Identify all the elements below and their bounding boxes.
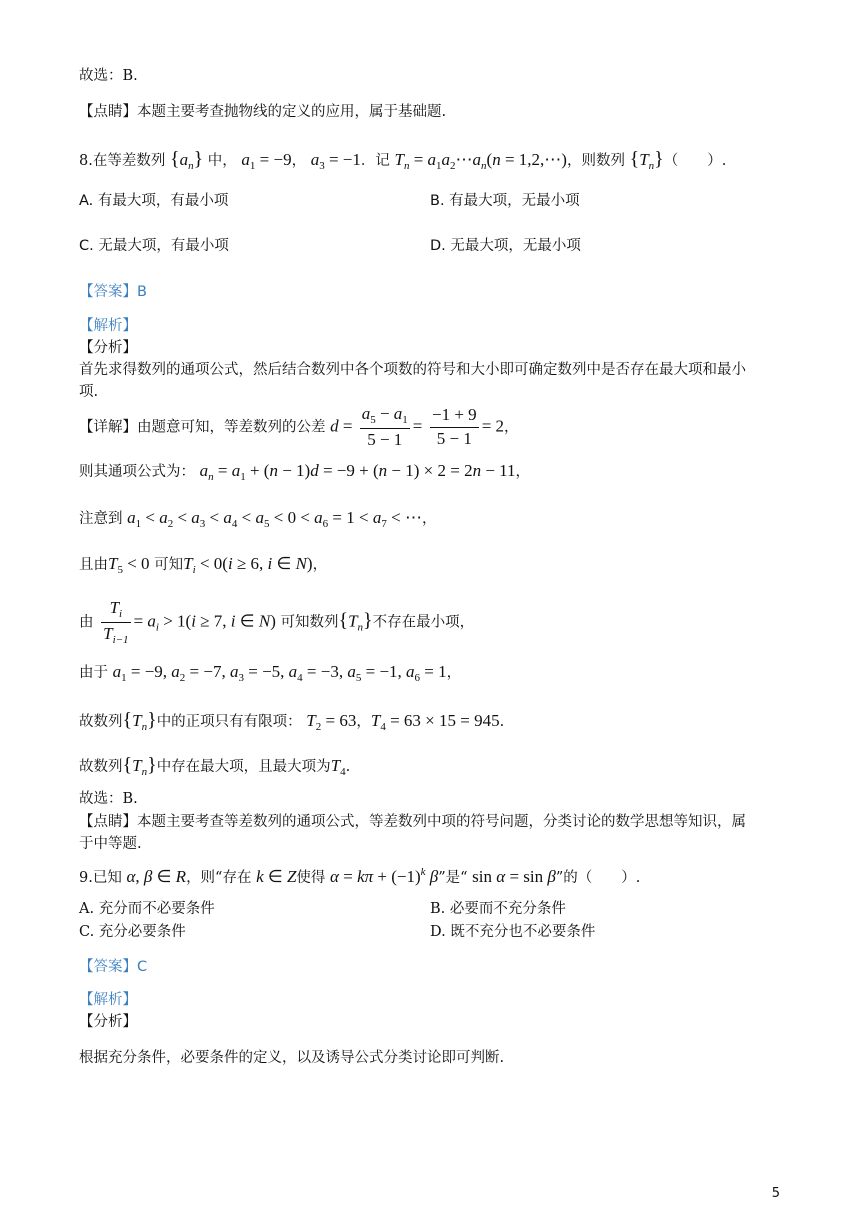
q9-option-b: B. 必要而不充分条件 — [430, 901, 566, 917]
q9-option-a: A. 充分而不必要条件 — [79, 901, 215, 917]
q8-answer-line: 故选：B. — [79, 791, 138, 807]
q7-answer-line: 故选：B. — [79, 68, 138, 84]
question-number: 8. — [79, 153, 93, 169]
q9-answer: 【答案】C — [79, 959, 148, 975]
q7-comment — [79, 104, 446, 121]
q8-you: 由 $\frac{T_i}{T_{i-1}}$ = $a_i > 1(i \ge 7$, i ∈ N) 可知数列$\{T_n\}$不存在最小项， — [79, 598, 475, 647]
q9-option-c: C. 充分必要条件 — [79, 924, 186, 940]
q8-comment-2: 于中等题. — [79, 836, 142, 852]
q8-tongxiang: 则其通项公式为： $a_n = a_1 + (n - 1)d = -9 + (n - 1) \times 2 = 2n - 11$， — [79, 461, 531, 483]
q8-answer: 【答案】B — [79, 284, 147, 300]
q8-xiangjie: 【详解】由题意可知，等差数列的公差 d = $\frac{a_5 - a_1}{5 - 1}$ = $\frac{-1 + 9}{5 - 1}$ = 2， — [79, 404, 519, 450]
comment-tag: 【点睛】 — [79, 104, 137, 120]
q8-qieyou: 且由$T_5 < 0$ 可知$T_i < 0(i \ge 6$, i ∈ N)， — [79, 554, 328, 576]
q8-fenxi-text-1: 首先求得数列的通项公式，然后结合数列中各个项数的符号和大小即可确定数列中是否存在最大项和最小 — [79, 362, 746, 378]
q9-fenxi-text: 根据充分条件，必要条件的定义，以及诱导公式分类讨论即可判断. — [79, 1050, 505, 1066]
question-number: 9. — [79, 870, 93, 886]
page-number: 5 — [771, 1186, 780, 1201]
q8-analysis-tag: 【解析】 — [79, 318, 137, 334]
q8-fenxi-tag: 【分析】 — [79, 340, 137, 356]
q9-option-d: D. 既不充分也不必要条件 — [430, 924, 596, 940]
q9-fenxi-tag: 【分析】 — [79, 1014, 137, 1030]
q8-comment-1: 【点睛】本题主要考查等差数列的通项公式，等差数列中项的符号问题，分类讨论的数学思想等知识，属 — [79, 814, 746, 830]
q8-zuidaxiang: 故数列$\{T_n\}$中存在最大项，且最大项为$T_4$. — [79, 754, 351, 778]
q8-option-c: C. 无最大项，有最小项 — [79, 238, 229, 254]
q8-option-d: D. 无最大项，无最小项 — [430, 238, 581, 254]
q8-zhengxiang: 故数列$\{T_n\}$中的正项只有有限项： $T_2 = 63$，$T_4 = 63 \times 15 = 945$. — [79, 709, 505, 733]
q9-stem: 9.已知 α, β ∈ R，则“存在 k ∈ Z使得 $\alpha = k\pi + (-1)^k$ β”是“ sin α = sin β”的（ ）. — [79, 866, 641, 886]
q8-youyu: 由于 $a_1 = -9$, $a_2 = -7$, $a_3 = -5$, $a_4 = -3$, $a_5 = -1$, $a_6 = 1$， — [79, 662, 462, 684]
xiangjie-tag: 【详解】 — [79, 419, 137, 436]
q8-zhuyi: 注意到 $a_1 < a_2 < a_3 < a_4 < a_5 < 0 < a_6 = 1 < a_7$ < ⋯， — [79, 508, 437, 530]
comment-tag: 【点睛】 — [79, 814, 137, 830]
comment-text: 本题主要考查抛物线的定义的应用，属于基础题. — [137, 104, 447, 120]
q9-analysis-tag: 【解析】 — [79, 992, 137, 1008]
q8-stem: 8.在等差数列 $\{a_n\}$ 中， $a_1 = -9$， $a_3 = -1$．记 $T_n$ = $a_1a_2\cdots a_n(n$ = 1,2,⋯)，则数列 $\{T_n\}$（ ）. — [79, 148, 727, 172]
q8-fenxi-text-2: 项. — [79, 384, 99, 400]
q8-option-b: B. 有最大项，无最小项 — [430, 193, 580, 209]
q8-option-a: A. 有最大项，有最小项 — [79, 193, 229, 209]
